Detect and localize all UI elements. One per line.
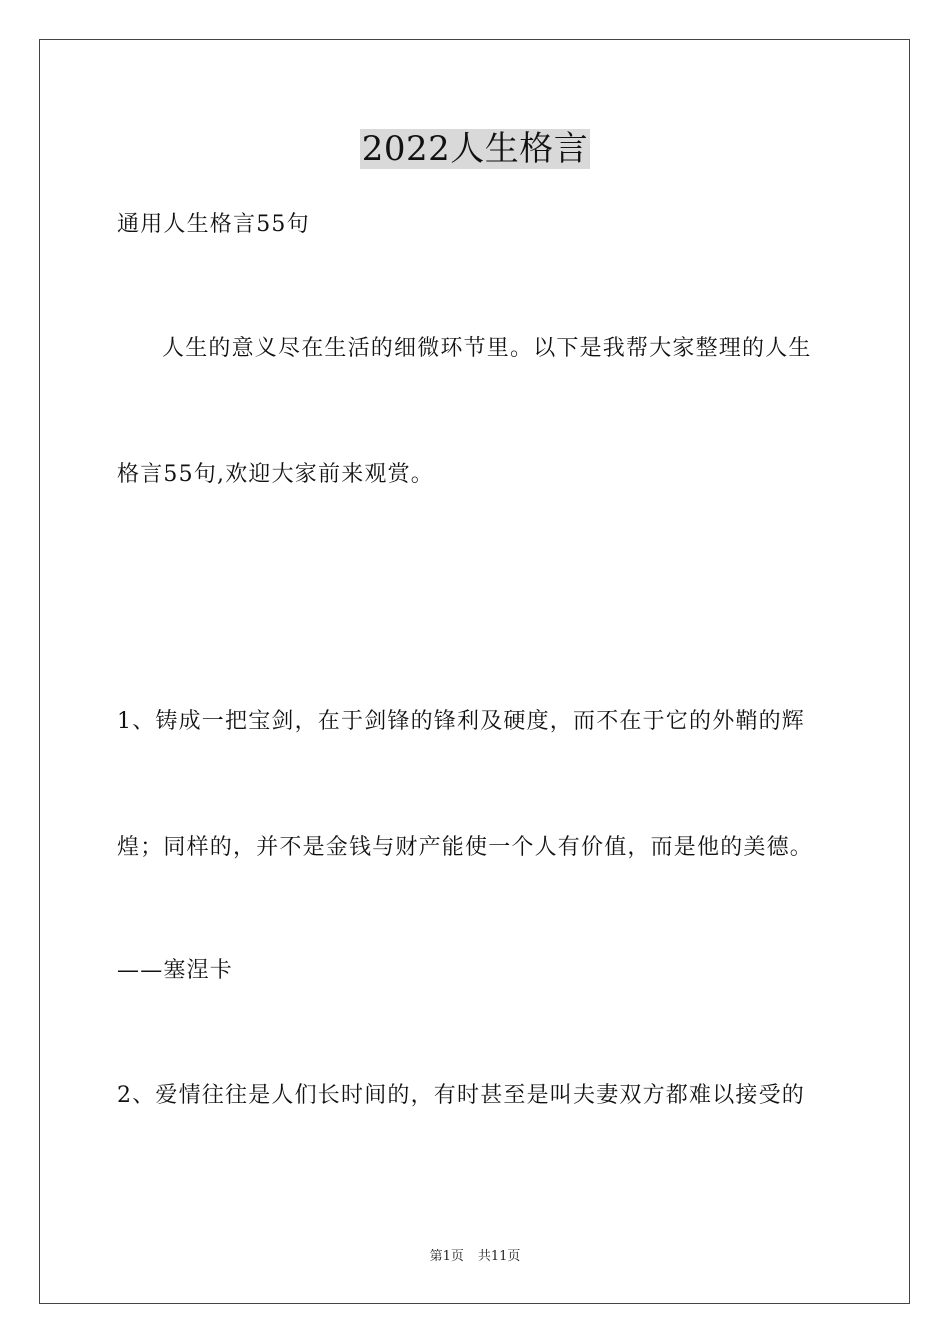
page-total: 共11页 bbox=[477, 1249, 521, 1264]
paragraph-line: 格言55句,欢迎大家前来观赏。 bbox=[117, 462, 434, 487]
page-number: 第1页 bbox=[429, 1249, 464, 1264]
quote-attribution: ——塞涅卡 bbox=[117, 958, 234, 983]
paragraph-line: 1、铸成一把宝剑，在于剑锋的锋利及硬度，而不在于它的外鞘的辉 bbox=[117, 709, 805, 734]
document-title-wrap bbox=[0, 126, 950, 172]
paragraph-line: 煌；同样的，并不是金钱与财产能使一个人有价值，而是他的美德。 bbox=[117, 835, 814, 860]
paragraph-line: 人生的意义尽在生活的细微环节里。以下是我帮大家整理的人生 bbox=[162, 336, 812, 361]
document-title: 2022人生格言 bbox=[361, 129, 589, 169]
document-subtitle: 通用人生格言55句 bbox=[117, 212, 310, 237]
page-footer bbox=[0, 1248, 950, 1266]
paragraph-line: 2、爱情往往是人们长时间的，有时甚至是叫夫妻双方都难以接受的 bbox=[117, 1083, 805, 1108]
